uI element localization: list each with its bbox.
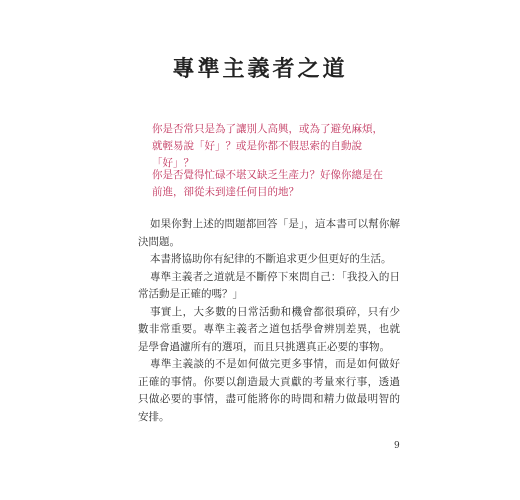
paragraph: 如果你對上述的問題都回答「是」，這本書可以幫你解決問題。: [138, 218, 400, 248]
page-number: 9: [394, 441, 400, 451]
paragraph: 專準主義者之道就是不斷停下來問自己：「我投入的日常活動是正確的嗎？」: [138, 270, 400, 300]
callout-question-1: 你是否常只是為了讓別人高興，或為了避免麻煩，就輕易說「好」？或是你都不假思索的自動說「好」？: [152, 123, 383, 169]
paragraph: 事實上，大多數的日常活動和機會都很瑣碎，只有少數非常重要。專準主義者之道包括學會辨別差異，也就是學會過濾所有的選項，而且只挑選真正必要的事物。: [138, 305, 400, 353]
paragraph: 本書將協助你有紀律的不斷追求更少但更好的生活。: [150, 253, 392, 265]
chapter-title: 專準主義者之道: [172, 57, 348, 82]
body-text: [138, 216, 400, 426]
paragraph: 專準主義談的不是如何做完更多事情，而是如何做好正確的事情。你要以創造最大貢獻的考量來行事，透過只做必要的事情，盡可能將你的時間和精力做最明智的安排。: [138, 358, 400, 423]
callout-question-2: 你是否覺得忙碌不堪又缺乏生產力？好像你總是在前進，卻從未到達任何目的地？: [152, 169, 383, 198]
